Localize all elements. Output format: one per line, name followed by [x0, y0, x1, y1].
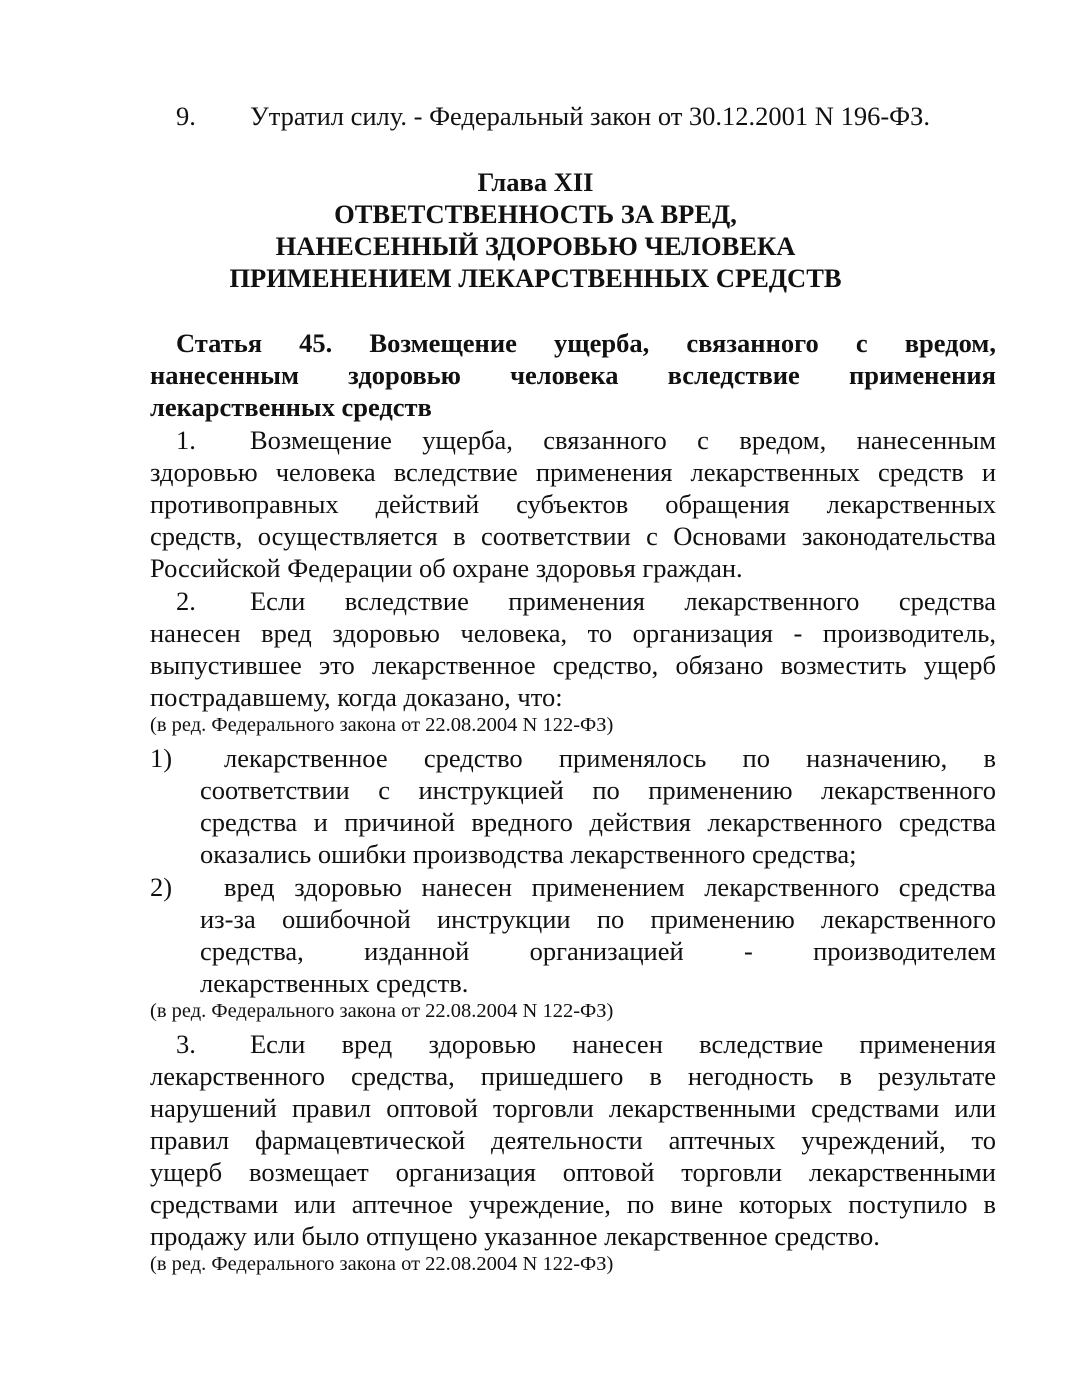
subitem-2-line-2: из-за ошибочной инструкции по применению лекарственного	[200, 904, 996, 934]
paragraph-1-line-2: здоровью человека вследствие применения лекарственных средств и	[150, 457, 996, 487]
chapter-title-line-1: ОТВЕТСТВЕННОСТЬ ЗА ВРЕД,	[334, 199, 737, 229]
paragraph-3-number: 3.	[176, 1029, 196, 1059]
subitem-2-line-4: лекарственных средств.	[200, 968, 469, 998]
paragraph-3-line-4: правил фармацевтической деятельности аптечных учреждений, то	[150, 1125, 996, 1155]
paragraph-2-amendment-note: (в ред. Федерального закона от 22.08.2004 N 122-ФЗ)	[150, 714, 614, 736]
paragraph-2-number: 2.	[176, 586, 196, 616]
chapter-title-line-2: НАНЕСЕННЫЙ ЗДОРОВЬЮ ЧЕЛОВЕКА	[275, 231, 796, 261]
item-9-number: 9.	[176, 101, 196, 131]
subitem-1-line-4: оказались ошибки производства лекарственного средства;	[200, 839, 857, 869]
chapter-label: Глава XII	[477, 167, 594, 197]
paragraph-1-line-5: Российской Федерации об охране здоровья граждан.	[150, 553, 743, 583]
subitems-amendment-note: (в ред. Федерального закона от 22.08.2004 N 122-ФЗ)	[150, 1000, 614, 1022]
paragraph-3-line-3: нарушений правил оптовой торговли лекарственными средствами или	[150, 1093, 996, 1123]
paragraph-1-number: 1.	[176, 425, 196, 455]
subitem-1-line-1: лекарственное средство применялось по назначению, в	[224, 743, 996, 773]
article-heading-line-2: нанесенным здоровью человека вследствие применения	[150, 360, 996, 390]
subitem-2-line-1: вред здоровью нанесен применением лекарственного средства	[224, 872, 996, 902]
subitem-2-line-3: средства, изданной организацией - производителем	[200, 936, 996, 966]
article-heading-line-3: лекарственных средств	[150, 392, 432, 422]
paragraph-1-line-1: Возмещение ущерба, связанного с вредом, нанесенным	[250, 425, 996, 455]
paragraph-1-line-4: средств, осуществляется в соответствии с Основами законодательства	[150, 521, 996, 551]
article-heading-line-1: Статья 45. Возмещение ущерба, связанного с вредом,	[176, 328, 996, 358]
subitem-2-number: 2)	[150, 872, 173, 902]
paragraph-1-line-3: противоправных действий субъектов обращения лекарственных	[150, 489, 996, 519]
paragraph-2-line-4: пострадавшему, когда доказано, что:	[150, 682, 563, 712]
subitem-1-line-3: средства и причиной вредного действия лекарственного средства	[200, 807, 996, 837]
paragraph-3-line-2: лекарственного средства, пришедшего в негодность в результате	[150, 1061, 996, 1091]
paragraph-2-line-2: нанесен вред здоровью человека, то организация - производитель,	[150, 618, 996, 648]
paragraph-2-line-1: Если вследствие применения лекарственного средства	[250, 586, 996, 616]
paragraph-3-line-6: средствами или аптечное учреждение, по вине которых поступило в	[150, 1189, 996, 1219]
paragraph-3-amendment-note: (в ред. Федерального закона от 22.08.2004 N 122-ФЗ)	[150, 1253, 614, 1275]
item-9-text: Утратил силу. - Федеральный закон от 30.12.2001 N 196-ФЗ.	[250, 101, 930, 131]
paragraph-2-line-3: выпустившее это лекарственное средство, обязано возместить ущерб	[150, 650, 996, 680]
chapter-title-line-3: ПРИМЕНЕНИЕМ ЛЕКАРСТВЕННЫХ СРЕДСТВ	[229, 263, 842, 293]
paragraph-3-line-7: продажу или было отпущено указанное лекарственное средство.	[150, 1221, 880, 1251]
subitem-1-number: 1)	[150, 743, 173, 773]
subitem-1-line-2: соответствии с инструкцией по применению лекарственного	[200, 775, 996, 805]
paragraph-3-line-5: ущерб возмещает организация оптовой торговли лекарственными	[150, 1157, 996, 1187]
paragraph-3-line-1: Если вред здоровью нанесен вследствие применения	[250, 1029, 996, 1059]
